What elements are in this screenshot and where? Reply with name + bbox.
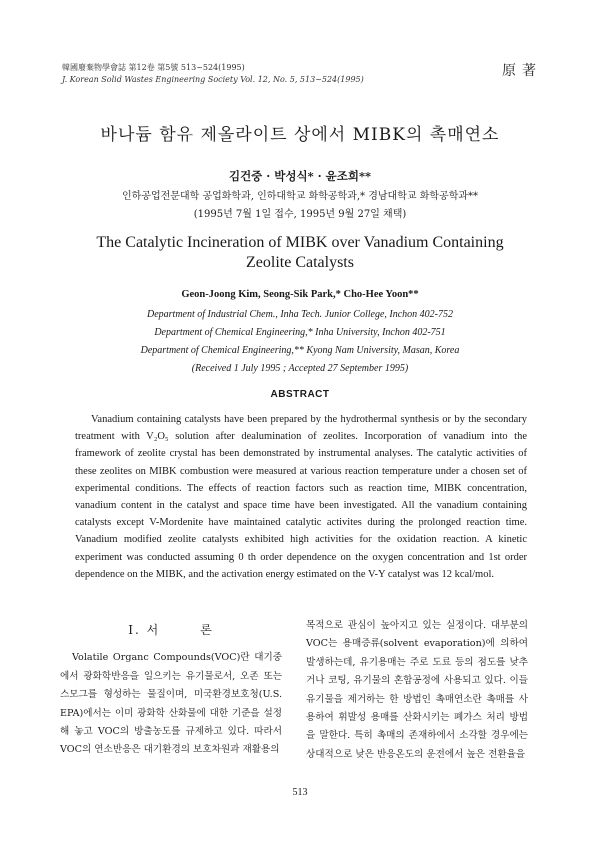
affiliation-english-3: Department of Chemical Engineering,** Kyong Nam University, Masan, Korea — [140, 345, 460, 356]
page-number: 513 — [292, 787, 308, 798]
body-text-left: Volatile Organc Compounds(VOC)란 대기중에서 광화학반응을 일으키는 유기물로서, 오존 또는 스모그를 형성하는 물질이며, 미국환경보호청(U.S. EPA)에서는 이미 광화학 산화물에 대한 기준을 설정해 놓고 VOC의 방출농도를 규제하고 있다. 따라서 VOC의 연소반응은 대기환경의 보호차원과 재활용의 — [60, 652, 282, 756]
received-date-korean: (1995년 7월 1일 접수, 1995년 9월 27일 채택) — [193, 209, 407, 220]
body-column-left — [60, 617, 282, 760]
journal-citation-en: J. Korean Solid Wastes Engineering Society Vol. 12, No. 5, 513~524(1995) — [62, 75, 364, 84]
authors-english: Geon-Joong Kim, Seong-Sik Park,* Cho-Hee Yoon** — [181, 289, 419, 300]
title-english-line-2: Zeolite Catalysts — [246, 254, 354, 271]
section-title-word: 론 — [200, 623, 214, 637]
title-english-line-1: The Catalytic Incineration of MIBK over Vanadium Containing — [96, 234, 504, 251]
journal-citation-ko: 韓國廢棄物學會誌 第12卷 第5號 513~524(1995) — [62, 63, 245, 72]
affiliation-english-1: Department of Industrial Chem., Inha Tech. Junior College, Inchon 402-752 — [147, 309, 453, 320]
title-korean: 바나듐 함유 제올라이트 상에서 MIBK의 촉매연소 — [100, 125, 500, 145]
abstract-body — [75, 411, 527, 583]
affiliations-korean: 인하공업전문대학 공업화학과, 인하대학교 화학공학과,* 경남대학교 화학공학과** — [121, 191, 479, 202]
abstract-text: Vanadium containing catalysts have been prepared by the hydrothermal synthesis or by the secondary treatment with V₂O₅ solution after dealumination of zeolites. Incorporation of vanadium into the framework of zeolite crystal has been demonstrated by instrumental analyses. The catalytic activities of these zeolites on MIBK combustion were measured at various reaction temperature under a chosen set of experimental conditions. The effects of reaction factors such as reaction time, MIBK concentration, vanadium content in the catalyst and space time have been investigated. All the vanadium containing catalysts except V-Mordenite have maintained catalytic activites during the prolonged reaction time. Vanadium modified zeolite catalysts exhibited high activities for the oxidation reaction. A kinetic experiment was conducted assuming 0 th order dependence on the oxygen concentration and 1st order dependence on the MIBK, and the activation energy estimated on the V-Y catalyst was 12 kcal/mol. — [75, 414, 527, 580]
title-english — [40, 233, 560, 273]
body-text-right: 목적으로 관심이 높아지고 있는 실정이다. 대부분의 VOC는 용매증류(solvent evaporation)에 의하여 발생하는데, 유기용매는 주로 도료 등의 점도를 낮추거나 코팅, 유기물의 혼합공정에 사용되고 있다. 이들 유기물을 제거하는 한 방법인 촉매연소란 촉매를 사용하여 휘발성 용매를 산화시키는 폐가스 처리 방법을 말한다. 특히 촉매의 존재하에서 소각할 경우에는 상대적으로 낮은 반응온도의 운전에서 높은 전환율을 — [306, 620, 528, 760]
journal-citation — [62, 62, 364, 86]
received-date-english: (Received 1 July 1995 ; Accepted 27 September 1995) — [191, 363, 409, 374]
body-column-right — [306, 617, 528, 764]
authors-korean: 김건중 · 박성식* · 윤조희** — [228, 169, 372, 183]
abstract-heading: ABSTRACT — [270, 389, 330, 400]
affiliation-english-2: Department of Chemical Engineering,* Inha University, Inchon 402-751 — [154, 327, 446, 338]
section-heading-introduction — [60, 621, 282, 639]
section-label: 原著 — [502, 63, 542, 79]
section-number: I. 서 — [128, 623, 161, 637]
